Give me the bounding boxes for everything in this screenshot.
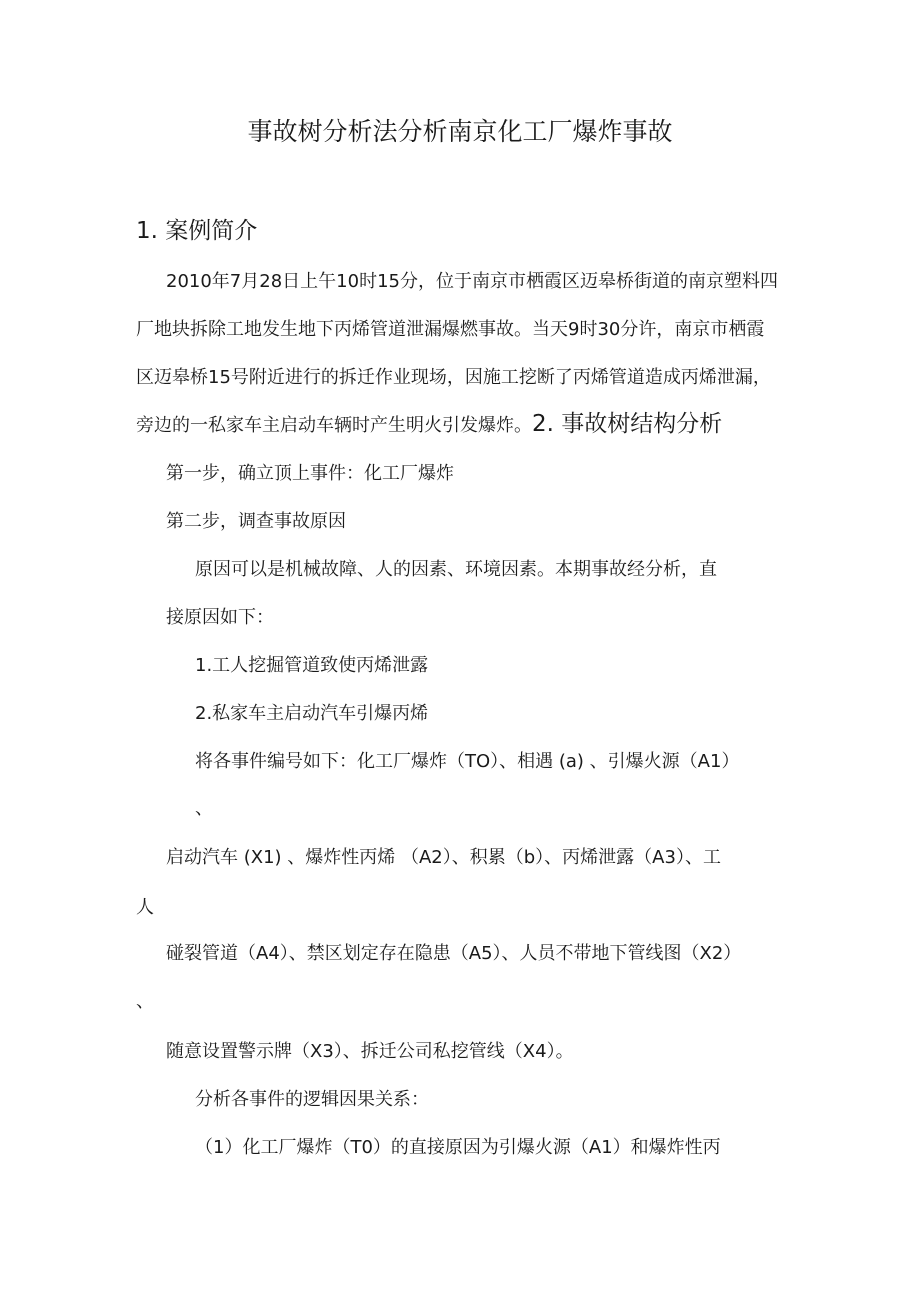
intro-line-2: 厂地块拆除工地发生地下丙烯管道泄漏爆燃事故。当天9时30分许，南京市栖霞 [136,319,765,340]
intro-line-1: 2010年7月28日上午10时15分，位于南京市栖霞区迈皋桥街道的南京塑料四 [166,271,778,292]
cause-line-2: 接原因如下： [166,607,274,628]
logic-item-1: （1）化工厂爆炸（T0）的直接原因为引爆火源（A1）和爆炸性丙 [195,1137,721,1158]
numbering-line-2: 启动汽车 (X1) 、爆炸性丙烯 （A2）、积累（b）、丙烯泄露（A3）、工 [166,847,721,868]
numbering-line-3: 碰裂管道（A4）、禁区划定存在隐患（A5）、人员不带地下管线图（X2） [166,943,742,964]
section1-heading: 1. 案例简介 [136,218,258,244]
cause-item-1: 1.工人挖掘管道致使丙烯泄露 [195,655,429,676]
numbering-line-4: 随意设置警示牌（X3）、拆迁公司私挖管线（X4）。 [166,1041,574,1062]
section2-heading: 2. 事故树结构分析 [532,411,723,437]
step-2: 第二步，调查事故原因 [166,511,346,532]
numbering-line-1: 将各事件编号如下：化工厂爆炸（TO）、相遇 (a) 、引爆火源（A1） [195,751,740,772]
intro-line-3: 区迈皋桥15号附近进行的拆迁作业现场，因施工挖断了丙烯管道造成丙烯泄漏， [136,367,771,388]
cause-item-2: 2.私家车主启动汽车引爆丙烯 [195,703,429,724]
numbering-line-2-tail: 人 [136,897,154,918]
numbering-line-1-tail: 、 [195,798,213,819]
logic-intro: 分析各事件的逻辑因果关系： [195,1089,429,1110]
cause-line-1: 原因可以是机械故障、人的因素、环境因素。本期事故经分析，直 [195,559,717,580]
intro-line-4-text: 旁边的一私家车主启动车辆时产生明火引发爆炸。 [136,415,532,436]
step-1: 第一步，确立顶上事件：化工厂爆炸 [166,463,454,484]
numbering-line-3-tail: 、 [136,991,154,1012]
intro-line-4 [136,412,722,438]
document-title: 事故树分析法分析南京化工厂爆炸事故 [247,117,673,146]
